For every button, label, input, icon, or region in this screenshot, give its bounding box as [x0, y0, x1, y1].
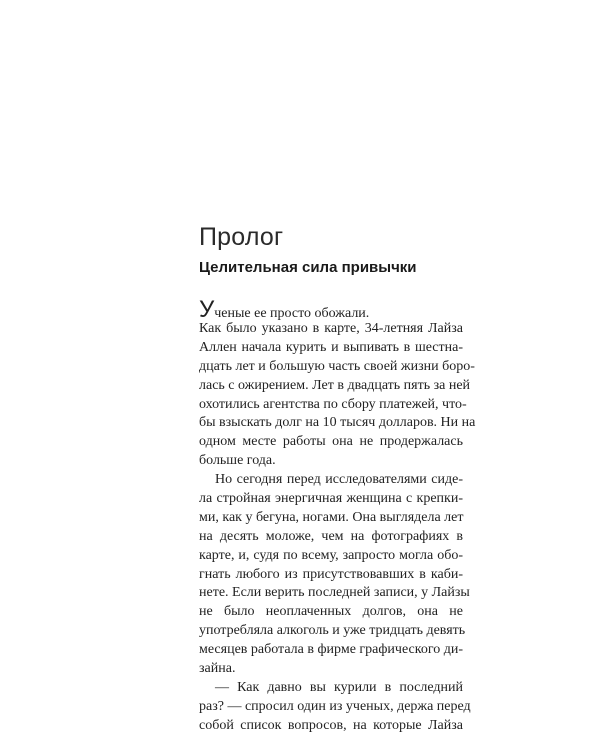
- text-line: лась с ожирением. Лет в двадцать пять за ней: [199, 377, 471, 393]
- text-line: не было неоплаченных долгов, она не: [199, 604, 463, 620]
- text-line: карте, и, судя по всему, запросто могла обо-: [199, 547, 463, 563]
- text-line: собой список вопросов, на которые Лайза: [199, 717, 463, 733]
- first-line-text: ченые ее просто обожали.: [214, 306, 370, 321]
- chapter-subtitle: Целительная сила привычки: [199, 259, 417, 276]
- text-line: дцать лет и большую часть своей жизни боро-: [199, 358, 475, 374]
- text-line: бы взыскать долг на 10 тысяч долларов. Ни на: [199, 415, 476, 431]
- text-line: одном месте работы она не продержалась: [199, 434, 463, 450]
- text-line: Аллен начала курить и выпивать в шестна-: [199, 339, 463, 355]
- first-line: [199, 296, 463, 323]
- text-line: — Как давно вы курили в последний: [215, 679, 463, 695]
- text-line: охотились агентства по сбору платежей, что-: [199, 396, 467, 412]
- chapter-title: Пролог: [199, 223, 284, 251]
- text-line: гнать любого из присутствовавших в каби-: [199, 566, 463, 582]
- text-line: зайна.: [199, 661, 236, 677]
- text-line: ми, как у бегуна, ногами. Она выглядела лет: [199, 509, 464, 525]
- text-line: раз? — спросил один из ученых, держа перед: [199, 698, 471, 714]
- text-line: Как было указано в карте, 34-летняя Лайза: [199, 321, 463, 336]
- text-line: ла стройная энергичная женщина с крепки-: [199, 491, 463, 507]
- text-line: больше года.: [199, 453, 276, 469]
- text-line: Но сегодня перед исследователями сиде-: [215, 472, 463, 488]
- body-text: [199, 296, 476, 736]
- text-line: на десять моложе, чем на фотографиях в: [199, 528, 463, 544]
- text-line: употребляла алкоголь и уже тридцать девять: [199, 623, 466, 639]
- text-line: месяцев работала в фирме графического ди-: [199, 642, 464, 658]
- drop-cap: У: [199, 296, 215, 323]
- text-line: нете. Если верить последней записи, у Лайзы: [199, 585, 470, 601]
